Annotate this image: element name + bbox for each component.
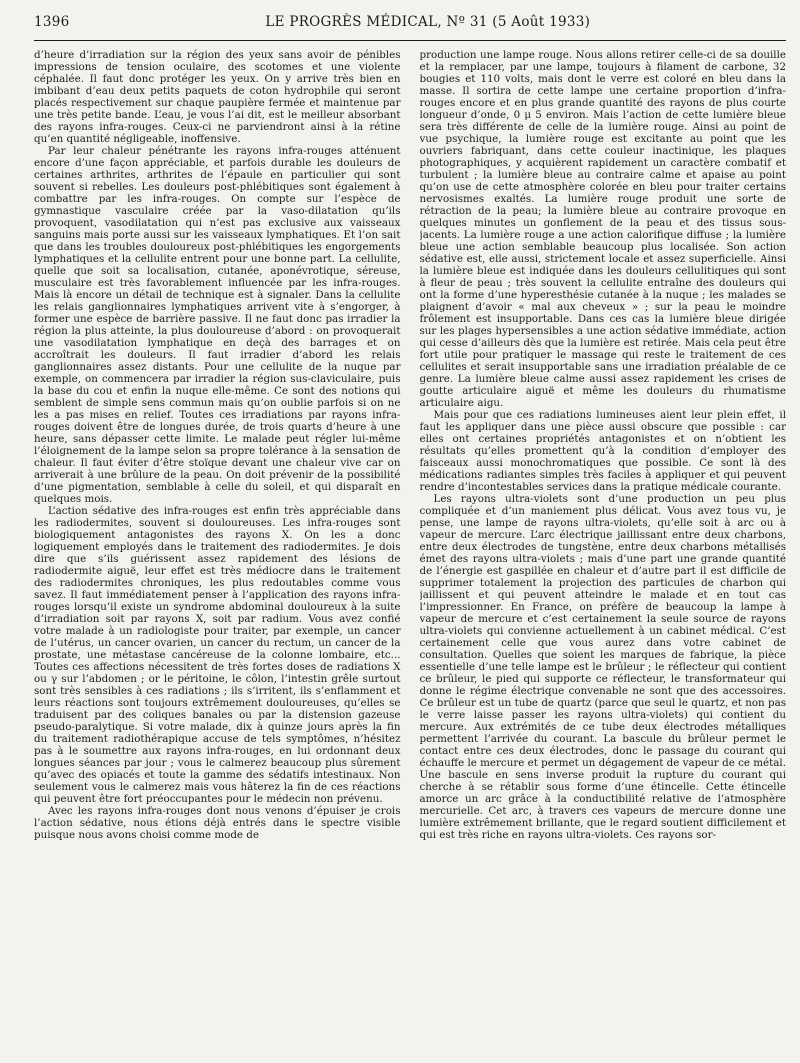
left-column xyxy=(34,49,401,1055)
text-columns xyxy=(34,49,786,1055)
paragraph: Par leur chaleur pénétrante les rayons infra-rouges atténuent encore d’une façon appréciable, et parfois durable les douleurs de certaines arthrites, arthrites de l’épaule en particulier qui sont souvent si rebelles. Les douleurs post-phlébitiques sont également à combattre par les infra-rouges. On compte sur l’espèce de gymnastique vasculaire créée par la vaso-dilatation qu’ils provoquent, vasodilatation qui n’est pas exclusive aux vaisseaux sanguins mais porte aussi sur les vaisseaux lymphatiques. Et l’on sait que dans les troubles douloureux post-phlébitiques les engorgements lymphatiques et la cellulite entrent pour une bonne part. La cellulite, quelle que soit sa localisation, cutanée, aponévrotique, séreuse, musculaire est très favorablement influencée par les infra-rouges. Mais là encore un détail de technique est à signaler. Dans la cellulite les relais ganglionnaires lymphatiques arrivent vite à s’engorger, à former une espèce de barrière passive. Il ne faut donc pas irradier la région la plus atteinte, la plus douloureuse d’abord : on provoquerait une vasodilatation lymphatique en deçà des barrages et on accroîtrait les douleurs. Il faut irradier d’abord les relais ganglionnaires assez distants. Pour une cellulite de la nuque par exemple, on commencera par irradier la région sus-claviculaire, puis la base du cou et enfin la nuque elle-même. Ce sont des notions qui semblent de simple sens commun mais qu’on oublie parfois si on ne les a pas mises en relief. Toutes ces irradiations par rayons infra-rouges doivent être de longues durée, de trois quarts d’heure à une heure, sans dépasser cette limite. Le malade peut régler lui-même l’éloignement de la lampe selon sa propre tolérance à la sensation de chaleur. Il faut éviter d’être stoïque devant une chaleur vive car on arriverait à une brûlure de la peau. On doit prévenir de la possibilité d’une pigmentation, semblable à celle du soleil, et qui disparaît en quelques mois. xyxy=(34,145,401,505)
right-column xyxy=(420,49,787,1055)
page-number: 1396 xyxy=(34,14,70,30)
paragraph: Avec les rayons infra-rouges dont nous venons d’épuiser je crois l’action sédative, nous étions déjà entrés dans le spectre visible puisque nous avons choisi comme mode de xyxy=(34,805,401,841)
paragraph: L’action sédative des infra-rouges est enfin très appréciable dans les radiodermites, souvent si douloureuses. Les infra-rouges sont biologiquement antagonistes des rayons X. On les a donc logiquement employés dans le traitement des radiodermites. Je dois dire que s’ils guérissent assez rapidement des lésions de radiodermite aiguë, leur effet est très médiocre dans le traitement des radiodermites chroniques, les plus redoutables comme vous savez. Il faut immédiatement penser à l’application des rayons infra-rouges lorsqu’il existe un syndrome abdominal douloureux à la suite d’irradiation soit par rayons X, soit par radium. Vous avez confié votre malade à un radiologiste pour traiter, par exemple, un cancer de l’utérus, un cancer ovarien, un cancer du rectum, un cancer de la prostate, une métastase cancéreuse de la colonne lombaire, etc... Toutes ces affections nécessitent de très fortes doses de radiations X ou γ sur l’abdomen ; or le péritoine, le côlon, l’intestin grêle surtout sont très sensibles à ces radiations ; ils s’irritent, ils s’enflamment et leurs réactions sont toujours extrêmement douloureuses, qu’elles se traduisent par des coliques banales ou par la distension gazeuse pseudo-paralytique. Si votre malade, dix à quinze jours après la fin du traitement radiothérapique accuse de tels symptômes, n’hésitez pas à le soumettre aux rayons infra-rouges, en lui ordonnant deux longues séances par jour ; vous le calmerez beaucoup plus sûrement qu’avec des opiacés et toute la gamme des sédatifs intestinaux. Non seulement vous le calmerez mais vous hâterez la fin de ces réactions qui peuvent être fort préoccupantes pour le médecin non prévenu. xyxy=(34,505,401,805)
paragraph: d’heure d’irradiation sur la région des yeux sans avoir de pénibles impressions de tension oculaire, des scotomes et une violente céphalée. Il faut donc protéger les yeux. On y arrive très bien en imbibant d’eau deux petits paquets de coton hydrophile qui seront placés respectivement sur chaque paupière fermée et maintenue par une très petite bande. L’eau, je vous l’ai dit, est le meilleur absorbant des rayons infra-rouges. Ceux-ci ne parviendront ainsi à la rétine qu’en quantité négligeable, inoffensive. xyxy=(34,49,401,145)
header-rule xyxy=(34,40,786,41)
running-header xyxy=(34,14,786,38)
paragraph: Mais pour que ces radiations lumineuses aient leur plein effet, il faut les appliquer dans une pièce aussi obscure que possible : car elles ont certaines propriétés antagonistes et on n’obtient les résultats qu’elles promettent qu’à la condition d’employer des faisceaux aussi monochromatiques que possible. Ce sont là des médications radiantes simples très faciles à appliquer et qui peuvent rendre d’incontestables services dans la pratique médicale courante. xyxy=(419,409,786,493)
paragraph: Les rayons ultra-violets sont d’une production un peu plus compliquée et d’un maniement plus délicat. Vous avez tous vu, je pense, une lampe de rayons ultra-violets, qu’elle soit à arc ou à vapeur de mercure. L’arc électrique jaillissant entre deux charbons, entre deux électrodes de tungstène, entre deux charbons métallisés émet des rayons ultra-violets ; mais d’une part une grande quantité de l’énergie est gaspillée en chaleur et d’autre part il est difficile de supprimer totalement la projection des particules de charbon qui jaillissent et qui peuvent atteindre le malade et en tout cas l’impressionner. En France, on préfère de beaucoup la lampe à vapeur de mercure et c’est certainement la seule source de rayons ultra-violets qui convienne actuellement à un cabinet médical. C’est certainement celle que vous aurez dans votre cabinet de consultation. Quelles que soient les marques de fabrique, la pièce essentielle d’une telle lampe est le brûleur ; le réflecteur qui contient ce brûleur, le pied qui supporte ce réflecteur, le transformateur qui donne le régime électrique convenable ne sont que des accessoires. Ce brûleur est un tube de quartz (parce que seul le quartz, et non pas le verre laisse passer les rayons ultra-violets) qui contient du mercure. Aux extrémités de ce tube deux électrodes métalliques permettent l’arrivée du courant. La bascule du brûleur permet le contact entre ces deux électrodes, donc le passage du courant qui échauffe le mercure et permet un dégagement de vapeur de ce métal. Une bascule en sens inverse produit la rupture du courant qui cherche à se rétablir sous forme d’une étincelle. Cette étincelle amorce un arc grâce à la conductibilité relative de l’atmosphère mercurielle. Cet arc, à travers ces vapeurs de mercure donne une lumière extrêmement brillante, que le regard soutient difficilement et qui est très riche en rayons ultra-violets. Ces rayons sor- xyxy=(419,493,786,841)
paragraph: production une lampe rouge. Nous allons retirer celle-ci de sa douille et la remplacer, par une lampe, toujours à filament de carbone, 32 bougies et 110 volts, mais dont le verre est coloré en bleu dans la masse. Il sortira de cette lampe une certaine proportion d’infra-rouges encore et en plus grande quantité des rayons de plus courte longueur d’onde, 0 μ 5 environ. Mais l’action de cette lumière bleue sera très différente de celle de la lumière rouge. Ainsi au point de vue psychique, la lumière rouge est excitante au point que les ouvriers fabriquant, dans cette couleur inactinique, les plaques photographiques, y acquièrent rapidement un caractère combatif et turbulent ; la lumière bleue au contraire calme et apaise au point qu’on use de cette atmosphère colorée en bleu pour traiter certains nervosismes exaltés. La lumière rouge produit une sorte de rétraction de la peau; la lumière bleue au contraire provoque en quelques minutes un gonflement de la peau et des tissus sous-jacents. La lumière rouge a une action calorifique diffuse ; la lumière bleue une action semblable beaucoup plus localisée. Son action sédative est, elle aussi, strictement locale et assez superficielle. Ainsi la lumière bleue est indiquée dans les douleurs cellulitiques qui sont à fleur de peau ; très souvent la cellulite entraîne des douleurs qui ont la forme d’une hyperesthésie cutanée à la nuque ; les malades se plaignent d’avoir « mal aux cheveux » ; sur la peau le moindre frôlement est insupportable. Dans ces cas la lumière bleue dirigée sur les plages hypersensibles a une action sédative immédiate, action qui cesse d’ailleurs dès que la lumière est retirée. Mais cela peut être fort utile pour pratiquer le massage qui reste le traitement de ces cellulites et serait insupportable sans une irradiation préalable de ce genre. La lumière bleue calme aussi assez rapidement les crises de goutte articulaire aiguë et même les douleurs du rhumatisme articulaire aigu. xyxy=(419,49,786,409)
journal-title: LE PROGRÈS MÉDICAL, Nº 31 (5 Août 1933) xyxy=(265,14,591,30)
